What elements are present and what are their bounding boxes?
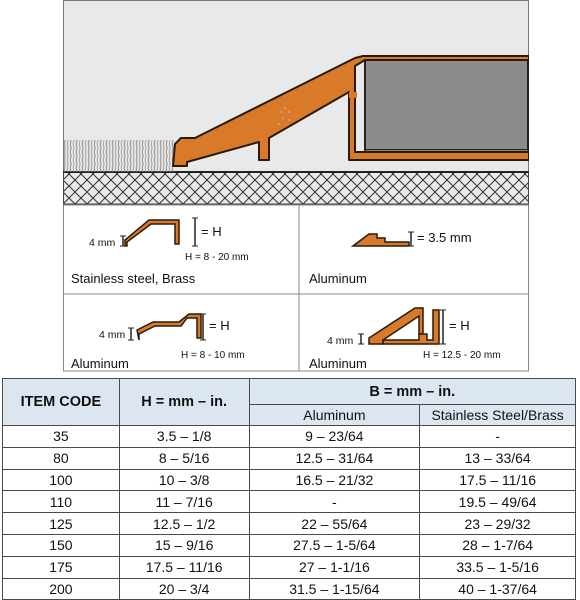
panel-c-h-label: = H — [209, 318, 230, 333]
cell-h: 8 – 5/16 — [119, 447, 249, 469]
variant-panels — [63, 205, 529, 371]
panel-d-range: H = 12.5 - 20 mm — [423, 350, 501, 361]
header-stainless: Stainless Steel/Brass — [420, 405, 576, 426]
cell-aluminum: 12.5 – 31/64 — [249, 447, 420, 469]
cell-h: 12.5 – 1/2 — [119, 513, 249, 535]
panel-c-range: H = 8 - 10 mm — [181, 350, 245, 361]
table-row — [3, 469, 576, 491]
cell-stainless: 33.5 – 1-5/16 — [420, 556, 576, 578]
cell-aluminum: 16.5 – 21/32 — [249, 469, 420, 491]
carpet-layer — [64, 140, 174, 172]
panel-a-caption: Stainless steel, Brass — [71, 271, 196, 286]
cell-code: 175 — [3, 556, 120, 578]
panel-a-4mm: 4 mm — [89, 237, 116, 249]
table-row — [3, 556, 576, 578]
cell-code: 100 — [3, 469, 120, 491]
cell-stainless: - — [420, 426, 576, 448]
cell-code: 80 — [3, 447, 120, 469]
cell-stainless: 23 – 29/32 — [420, 513, 576, 535]
cell-stainless: 40 – 1-37/64 — [420, 578, 576, 600]
cell-aluminum: 27 – 1-1/16 — [249, 556, 420, 578]
cell-aluminum: - — [249, 491, 420, 513]
panel-a-h-label: = H — [201, 224, 222, 239]
panel-b-dim: = 3.5 mm — [417, 230, 472, 245]
cell-stainless: 17.5 – 11/16 — [420, 469, 576, 491]
cell-code: 110 — [3, 491, 120, 513]
cell-code: 150 — [3, 534, 120, 556]
panel-a-range: H = 8 - 20 mm — [185, 252, 249, 263]
panel-d-caption: Aluminum — [309, 356, 367, 371]
table-row — [3, 491, 576, 513]
cell-code: 125 — [3, 513, 120, 535]
panel-d-4mm: 4 mm — [327, 335, 354, 347]
tile-block — [365, 58, 528, 150]
header-aluminum: Aluminum — [249, 405, 420, 426]
cell-aluminum: 31.5 – 1-15/64 — [249, 578, 420, 600]
cell-aluminum: 22 – 55/64 — [249, 513, 420, 535]
cell-h: 3.5 – 1/8 — [119, 426, 249, 448]
dimension-table — [2, 378, 576, 600]
table-row — [3, 513, 576, 535]
panel-c-4mm: 4 mm — [99, 329, 126, 341]
table-row — [3, 447, 576, 469]
cell-code: 200 — [3, 578, 120, 600]
cell-h: 17.5 – 11/16 — [119, 556, 249, 578]
panel-b-caption: Aluminum — [309, 271, 367, 286]
table-row — [3, 578, 576, 600]
cell-h: 20 – 3/4 — [119, 578, 249, 600]
cell-stainless: 19.5 – 49/64 — [420, 491, 576, 513]
cell-code: 35 — [3, 426, 120, 448]
cell-h: 10 – 3/8 — [119, 469, 249, 491]
cell-h: 15 – 9/16 — [119, 534, 249, 556]
table-row — [3, 534, 576, 556]
cell-aluminum: 27.5 – 1-5/64 — [249, 534, 420, 556]
cell-stainless: 28 – 1-7/64 — [420, 534, 576, 556]
header-h: H = mm – in. — [119, 379, 249, 426]
table-row — [3, 426, 576, 448]
cell-h: 11 – 7/16 — [119, 491, 249, 513]
cell-stainless: 13 – 33/64 — [420, 447, 576, 469]
panel-d-h-label: = H — [449, 318, 470, 333]
panel-c-caption: Aluminum — [71, 356, 129, 371]
installation-scene — [63, 1, 529, 205]
header-b: B = mm – in. — [249, 379, 575, 405]
cell-aluminum: 9 – 23/64 — [249, 426, 420, 448]
profile-illustration — [63, 0, 529, 372]
header-item-code: ITEM CODE — [3, 379, 120, 426]
